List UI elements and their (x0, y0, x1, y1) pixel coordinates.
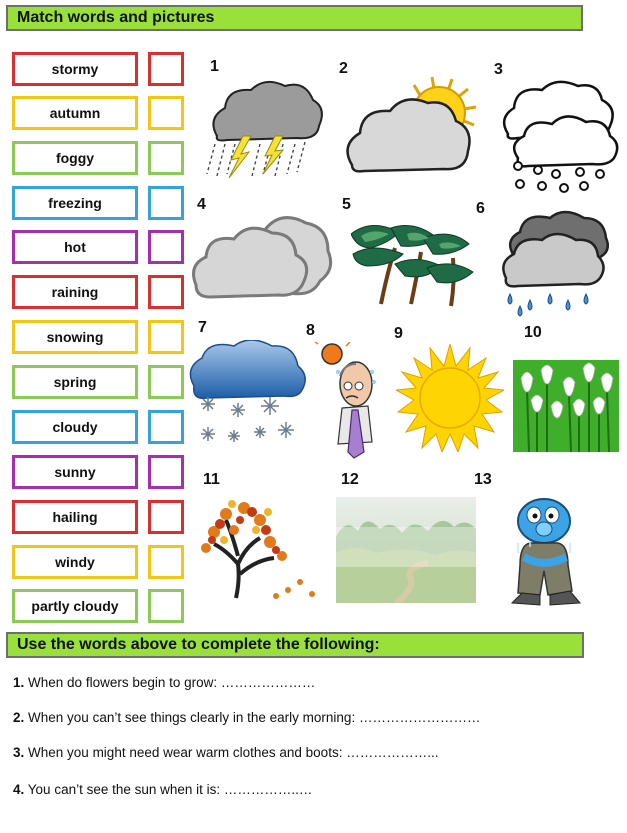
sentence-number: 3. (13, 745, 25, 760)
picture-number: 11 (203, 471, 220, 488)
cloud-icon (190, 205, 335, 305)
word-row (12, 230, 184, 264)
sentence-number: 2. (13, 710, 25, 725)
sentence-text: When do flowers begin to grow: ………………… (28, 675, 316, 690)
answer-box[interactable] (148, 589, 184, 623)
picture-number: 8 (306, 322, 315, 339)
word-row (12, 365, 184, 399)
word-row (12, 275, 184, 309)
answer-box[interactable] (148, 52, 184, 86)
word-box: freezing (12, 186, 138, 220)
answer-box[interactable] (148, 365, 184, 399)
sentence-text: When you can’t see things clearly in the early morning: ……………………… (28, 710, 481, 725)
word-box: raining (12, 275, 138, 309)
answer-box[interactable] (148, 500, 184, 534)
sentence-text: When you might need wear warm clothes and boots: ………………... (28, 745, 439, 760)
answer-box[interactable] (148, 320, 184, 354)
picture-number: 4 (197, 196, 206, 213)
answer-box[interactable] (148, 275, 184, 309)
word-row (12, 410, 184, 444)
sentence-number: 1. (13, 675, 25, 690)
word-box: snowing (12, 320, 138, 354)
section-banner (6, 632, 584, 658)
word-row (12, 589, 184, 623)
sentence-number: 4. (13, 782, 25, 797)
word-row (12, 96, 184, 130)
section-title: Use the words above to complete the following: (17, 636, 380, 653)
hot-man-icon (312, 342, 384, 460)
word-row (12, 500, 184, 534)
sun-icon (396, 344, 504, 452)
answer-box[interactable] (148, 545, 184, 579)
picture-number: 6 (476, 200, 485, 217)
word-row (12, 52, 184, 86)
sentence-item (13, 782, 312, 797)
word-row (12, 320, 184, 354)
sentence-text: You can’t see the sun when it is: ……………..… (27, 782, 313, 797)
foggy-landscape-icon (336, 497, 476, 603)
sentence-item (13, 745, 438, 760)
answer-box[interactable] (148, 96, 184, 130)
picture-number: 10 (524, 324, 542, 341)
picture-number: 1 (210, 58, 219, 75)
word-row (12, 545, 184, 579)
picture-number: 3 (494, 61, 503, 78)
page-title: Match words and pictures (17, 9, 215, 26)
spring-flowers-icon (513, 360, 619, 452)
word-row (12, 141, 184, 175)
answer-box[interactable] (148, 230, 184, 264)
picture-number: 13 (474, 471, 492, 488)
autumn-tree-icon (196, 490, 326, 602)
word-box: foggy (12, 141, 138, 175)
sentence-item (13, 675, 315, 690)
word-row (12, 186, 184, 220)
windy-trees-icon (351, 214, 476, 309)
picture-number: 2 (339, 60, 348, 77)
snow-cloud-icon (188, 340, 306, 448)
word-box: partly cloudy (12, 589, 138, 623)
sun-cloud-icon (344, 75, 479, 180)
word-box: hailing (12, 500, 138, 534)
answer-box[interactable] (148, 455, 184, 489)
word-row (12, 455, 184, 489)
storm-cloud-icon (205, 78, 325, 178)
word-box: stormy (12, 52, 138, 86)
freezing-man-icon (500, 485, 590, 610)
answer-box[interactable] (148, 186, 184, 220)
answer-box[interactable] (148, 410, 184, 444)
word-box: spring (12, 365, 138, 399)
rain-cloud-icon (500, 210, 610, 318)
title-banner (6, 5, 583, 31)
picture-number: 12 (341, 471, 359, 488)
answer-box[interactable] (148, 141, 184, 175)
picture-number: 5 (342, 196, 351, 213)
hail-cloud-icon (498, 78, 623, 196)
word-box: sunny (12, 455, 138, 489)
word-box: cloudy (12, 410, 138, 444)
picture-number: 9 (394, 325, 403, 342)
word-box: autumn (12, 96, 138, 130)
word-box: hot (12, 230, 138, 264)
picture-number: 7 (198, 319, 207, 336)
sentence-item (13, 710, 480, 725)
word-box: windy (12, 545, 138, 579)
